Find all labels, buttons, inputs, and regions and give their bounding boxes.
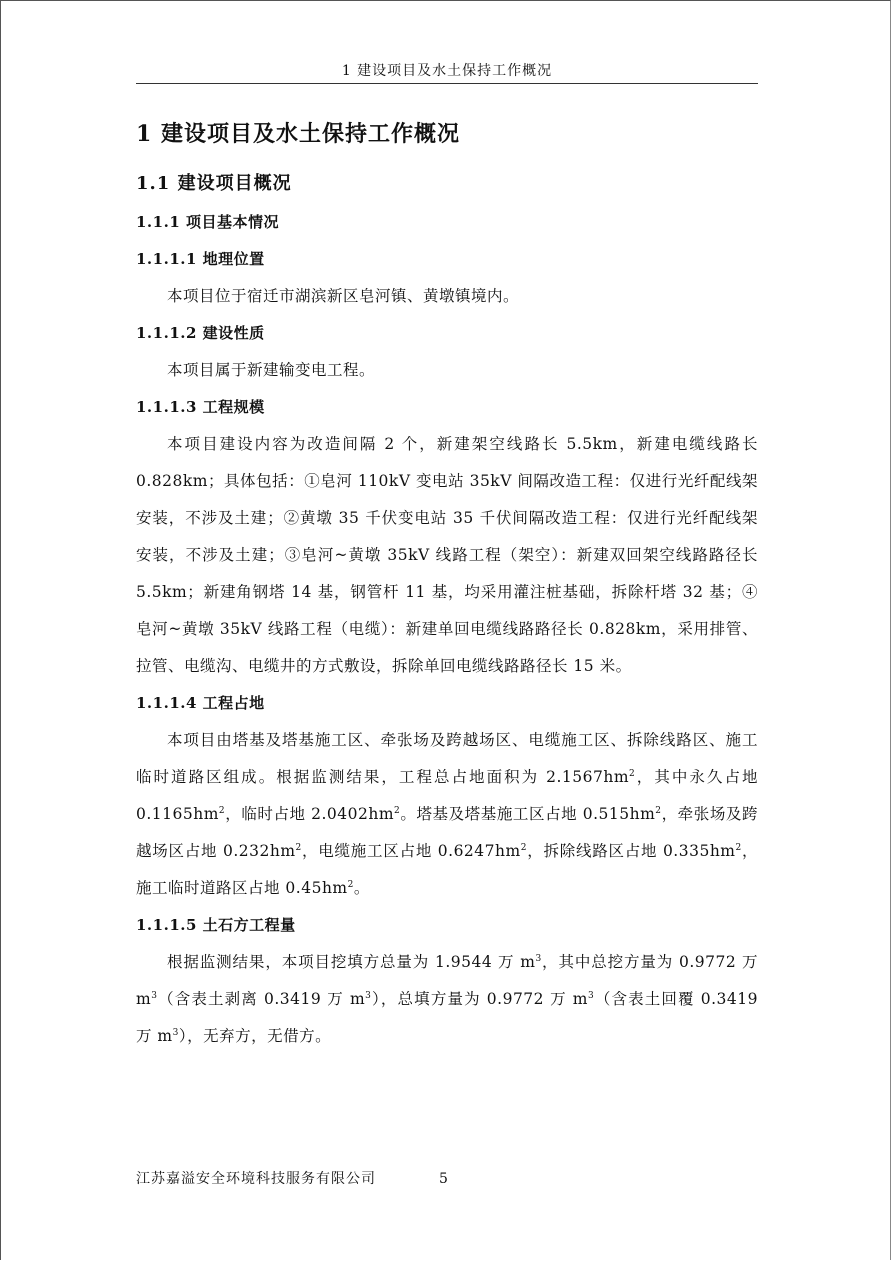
page-number: 5 xyxy=(439,1171,449,1187)
paragraph-location: 本项目位于宿迁市湖滨新区皂河镇、黄墩镇境内。 xyxy=(167,287,520,305)
item-heading-earthwork: 1.1.1.5 土石方工程量 xyxy=(136,916,296,934)
paragraph-earthwork: 根据监测结果，本项目挖填方总量为 1.9544 万 $m^3$，其中总挖方量为 0.9772 万 $m^3$（含表土剥离 0.3419 万 $m^3$），总填方量为 0.9772 万 $m^3$（含表土回覆 0.3419 万 $m^3$），无弃方，无借方。 xyxy=(136,953,759,1045)
subsection-heading: 1.1.1 项目基本情况 xyxy=(136,213,279,231)
running-header: 1 建设项目及水土保持工作概况 xyxy=(341,63,553,79)
item-heading-nature: 1.1.1.2 建设性质 xyxy=(136,324,265,342)
document-body xyxy=(136,112,758,1055)
page-footer xyxy=(136,1170,758,1188)
paragraph-nature: 本项目属于新建输变电工程。 xyxy=(167,361,376,379)
paragraph-scale: 本项目建设内容为改造间隔 2 个，新建架空线路长 5.5km，新建电缆线路长 0.828km；具体包括：①皂河 110kV 变电站 35kV 间隔改造工程：仅进行光纤配线架安装，不涉及土建；②黄墩 35 千伏变电站 35 千伏间隔改造工程：仅进行光纤配线架安装，不涉及土建；③皂河~黄墩 35kV 线路工程（架空）：新建双回架空线路路径长 5.5km；新建角钢塔 14 基，钢管杆 11 基，均采用灌注桩基础，拆除杆塔 32 基；④皂河~黄墩 35kV 线路工程（电缆）：新建单回电缆线路路径长 0.828km，采用排管、拉管、电缆沟、电缆井的方式敷设，拆除单回电缆线路路径长 15 米。 xyxy=(136,435,758,675)
section-heading: 1.1 建设项目概况 xyxy=(136,173,292,194)
item-heading-location: 1.1.1.1 地理位置 xyxy=(136,250,265,268)
item-heading-scale: 1.1.1.3 工程规模 xyxy=(136,398,265,416)
item-heading-land-use: 1.1.1.4 工程占地 xyxy=(136,694,265,712)
paragraph-land-use: 本项目由塔基及塔基施工区、牵张场及跨越场区、电缆施工区、拆除线路区、施工临时道路区组成。根据监测结果，工程总占地面积为 $2.1567hm^2$，其中永久占地 $0.1165hm^2$，临时占地 $2.0402hm^2$。塔基及塔基施工区占地 $0.515hm^2$，牵张场及跨越场区占地 $0.232hm^2$，电缆施工区占地 $0.6247hm^2$，拆除线路区占地 $0.335hm^2$，施工临时道路区占地 $0.45hm^2$。 xyxy=(136,731,758,897)
chapter-title: 1 建设项目及水土保持工作概况 xyxy=(136,121,460,147)
footer-company: 江苏嘉溢安全环境科技服务有限公司 xyxy=(136,1171,376,1187)
header-rule xyxy=(136,83,758,84)
